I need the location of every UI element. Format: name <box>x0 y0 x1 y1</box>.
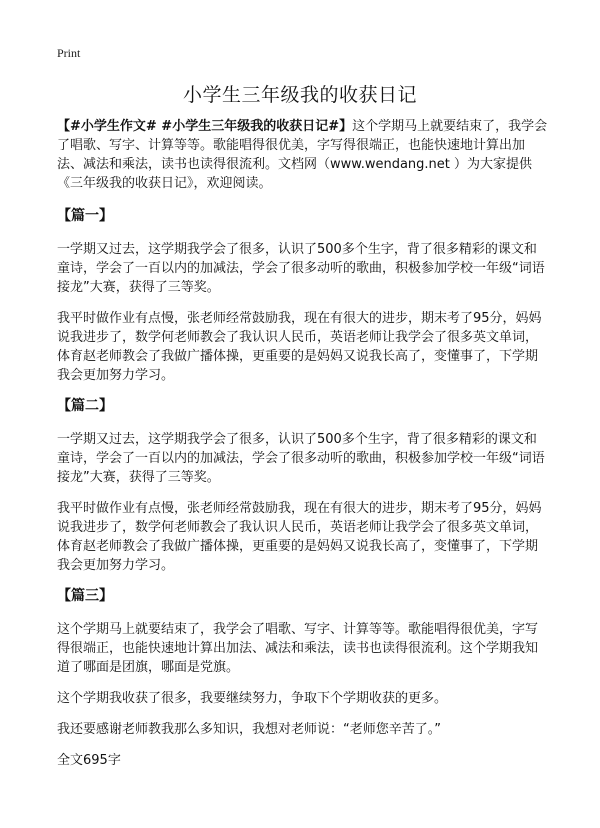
section-heading: 【篇一】 <box>57 208 113 224</box>
paragraph: 我平时做作业有点慢，张老师经常鼓励我，现在有很大的进步，期末考了95分，妈妈说我进步了，数学何老师教会了我认识人民币，英语老师让我学会了很多英文单词，体育赵老师教会了我做广播体操，更重要的是妈妈又说我长高了，变懂事了，下学期我会更加努力学习。 <box>57 501 542 573</box>
section-1 <box>57 207 548 385</box>
paragraph: 这个学期我收获了很多，我要继续努力，争取下个学期收获的更多。 <box>57 691 448 706</box>
paragraph: 一学期又过去，这学期我学会了很多，认识了500多个生字，背了很多精彩的课文和童诗，学会了一百以内的加减法，学会了很多动听的歌曲，积极参加学校一年级“词语接龙”大赛，获得了三等奖。 <box>57 432 545 485</box>
section-3 <box>57 587 548 739</box>
section-heading: 【篇三】 <box>57 588 113 604</box>
paragraph: 我还要感谢老师教我那么多知识，我想对老师说：“老师您辛苦了。” <box>57 722 441 737</box>
page-title: 小学生三年级我的收获日记 <box>182 84 417 106</box>
section-heading: 【篇二】 <box>57 398 113 414</box>
paragraph: 一学期又过去，这学期我学会了很多，认识了500多个生字，背了很多精彩的课文和童诗，学会了一百以内的加减法，学会了很多动听的歌曲，积极参加学校一年级“词语接龙”大赛，获得了三等奖。 <box>57 242 545 295</box>
section-2 <box>57 397 548 575</box>
word-count: 全文695字 <box>57 753 121 768</box>
document-body <box>57 117 548 770</box>
intro-paragraph <box>57 117 548 193</box>
intro-tag: 【#小学生作文# #小学生三年级我的收获日记#】 <box>57 119 353 134</box>
intro-text: 这个学期马上就要结束了，我学会了唱歌、写字、计算等等。歌能唱得很优美，字写得很端正，也能快速地计算出加法、减法和乘法，读书也读得很流利。文档网（www.wendang.net ）为大家提供《三年级我的收获日记》，欢迎阅读。 <box>57 119 548 191</box>
paragraph: 我平时做作业有点慢，张老师经常鼓励我，现在有很大的进步，期末考了95分，妈妈说我进步了，数学何老师教会了我认识人民币，英语老师让我学会了很多英文单词，体育赵老师教会了我做广播体操，更重要的是妈妈又说我长高了，变懂事了，下学期我会更加努力学习。 <box>57 311 542 383</box>
paragraph: 这个学期马上就要结束了，我学会了唱歌、写字、计算等等。歌能唱得很优美，字写得很端正，也能快速地计算出加法、减法和乘法，读书也读得很流利。这个学期我知道了哪面是团旗，哪面是党旗。 <box>57 622 539 675</box>
print-label: Print <box>57 46 81 60</box>
